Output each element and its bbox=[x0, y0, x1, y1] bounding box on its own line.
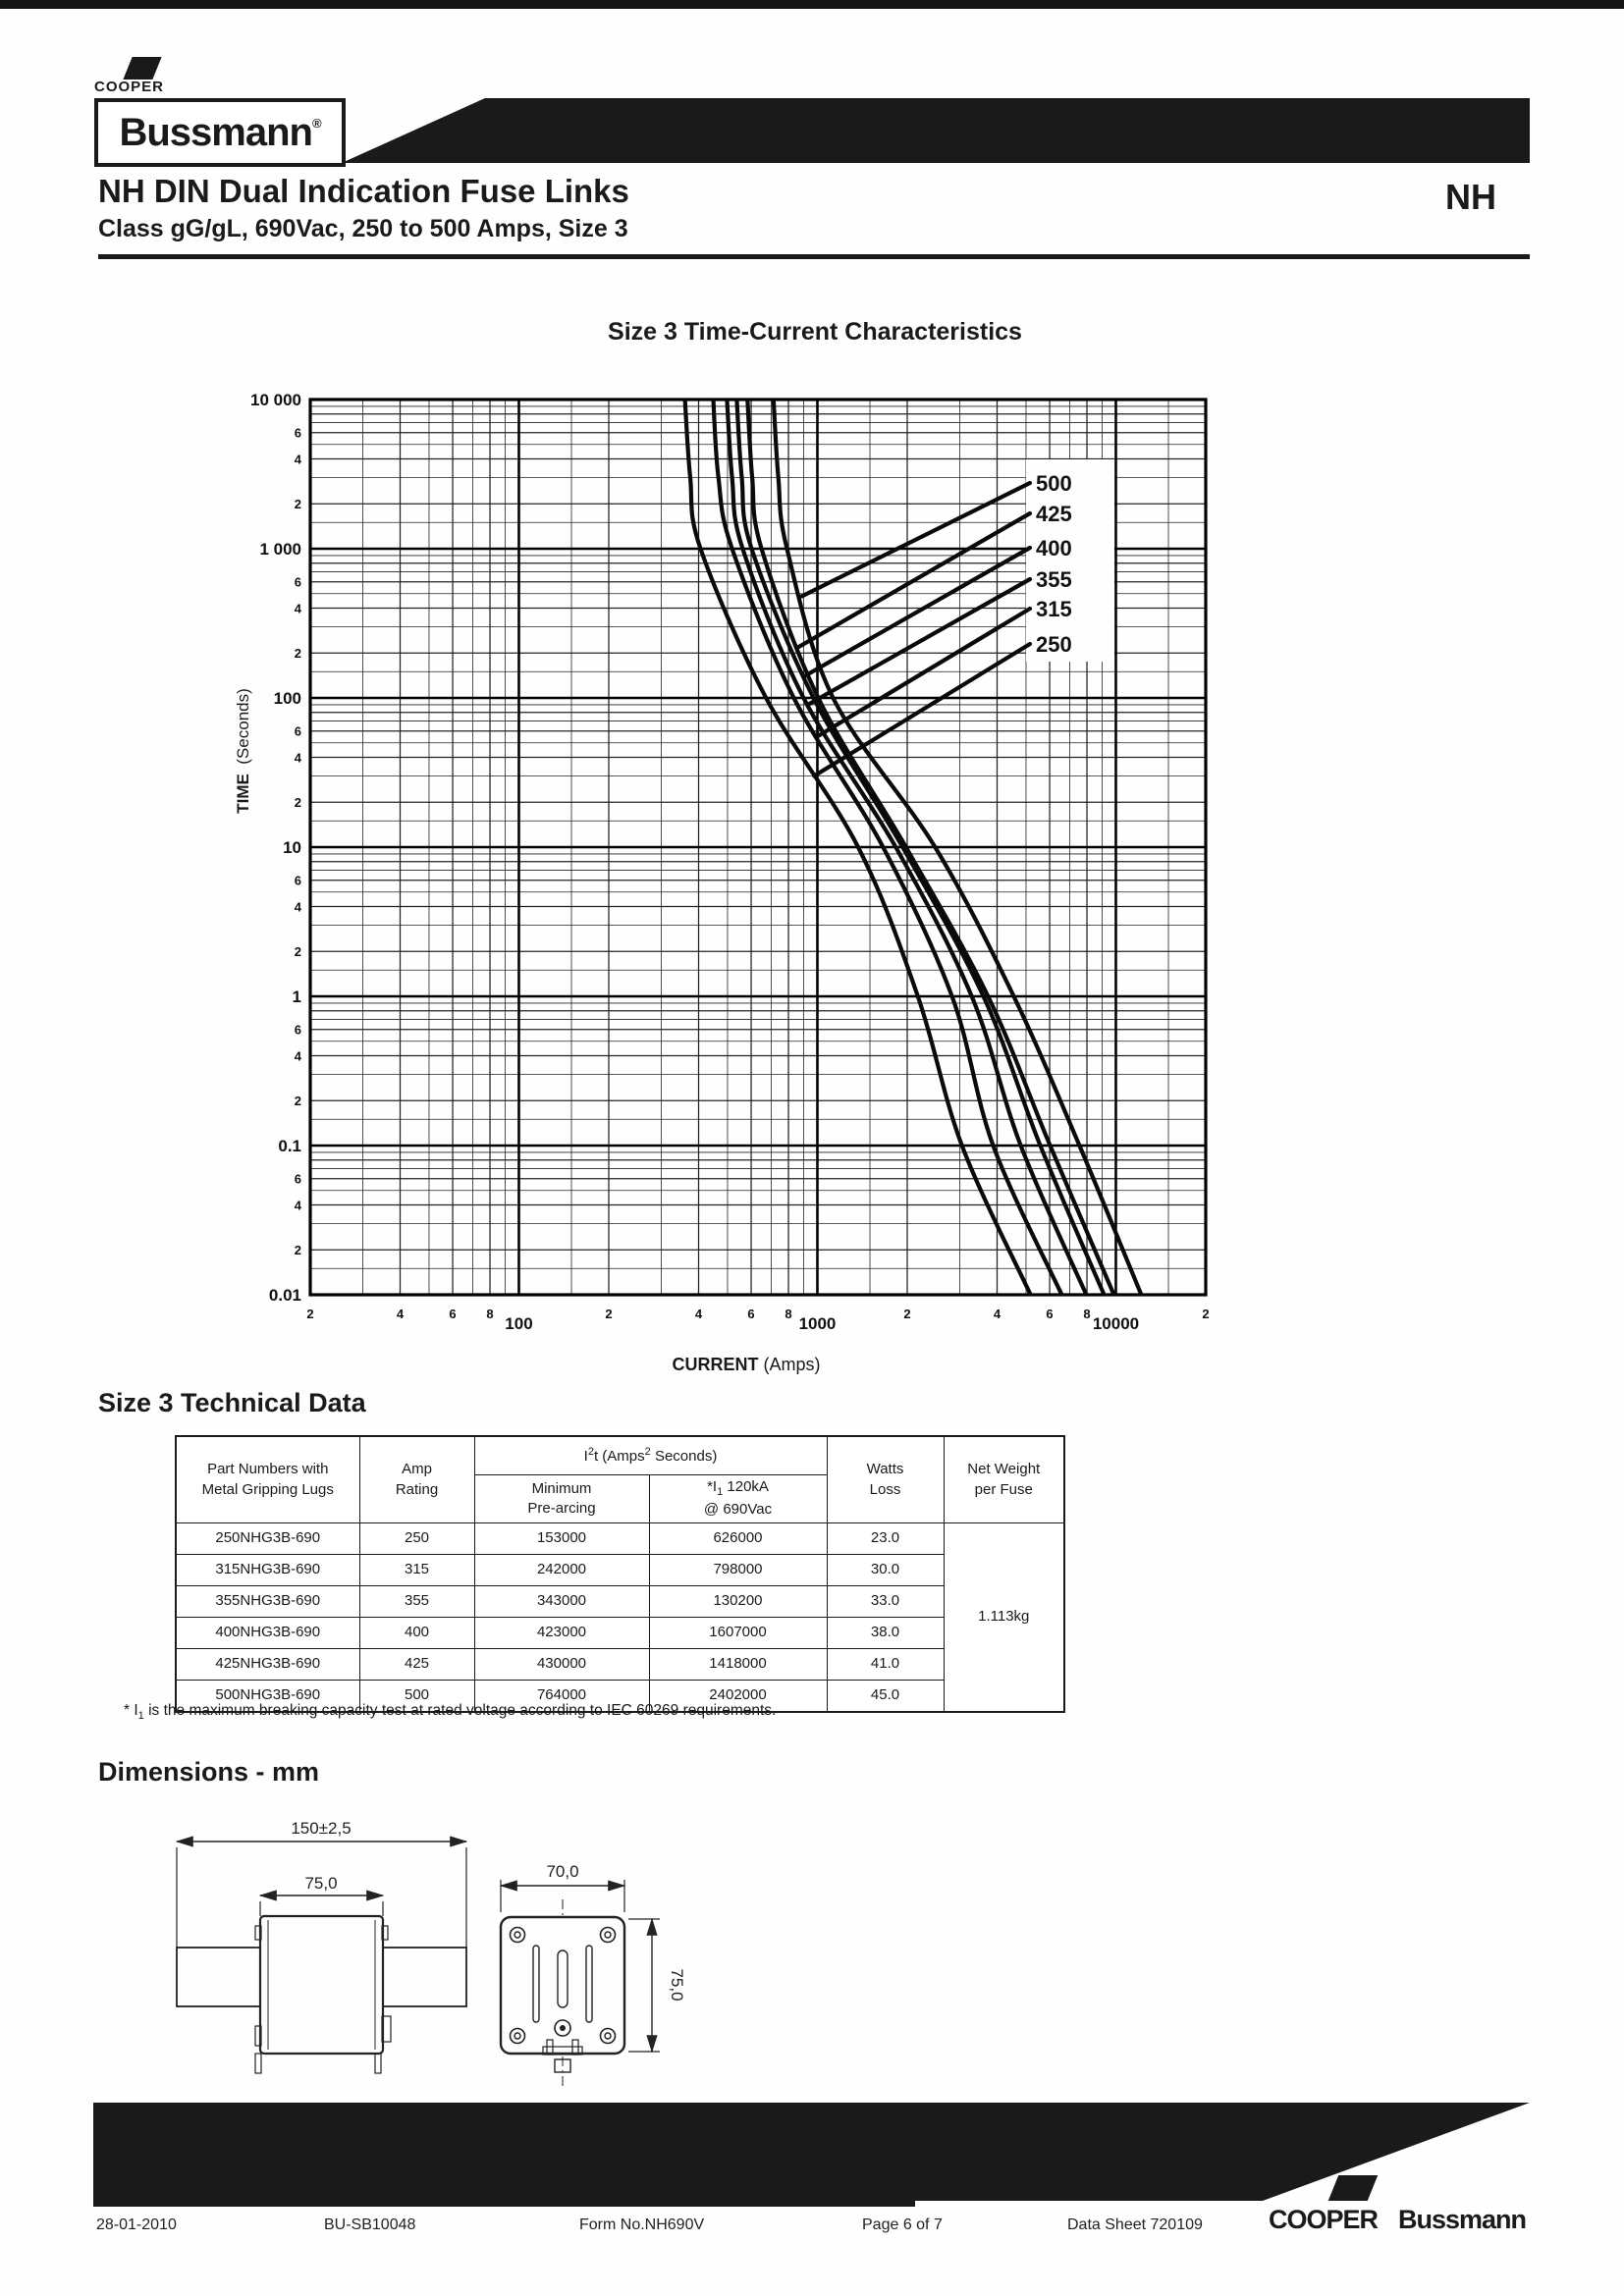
footer-page: Page 6 of 7 bbox=[862, 2216, 943, 2233]
footer-sheet: Data Sheet 720109 bbox=[1067, 2216, 1203, 2233]
svg-text:10000: 10000 bbox=[1092, 1314, 1140, 1333]
page-subtitle: Class gG/gL, 690Vac, 250 to 500 Amps, Size 3 bbox=[98, 215, 628, 242]
fuse-body bbox=[260, 1916, 383, 2054]
table-cell: 423000 bbox=[474, 1618, 649, 1649]
svg-text:6: 6 bbox=[294, 1171, 301, 1187]
table-row bbox=[176, 1618, 1064, 1649]
curve-label-315: 315 bbox=[1036, 597, 1072, 621]
table-cell: 242000 bbox=[474, 1555, 649, 1586]
page-title: NH DIN Dual Indication Fuse Links bbox=[98, 173, 629, 209]
table-cell: 430000 bbox=[474, 1649, 649, 1681]
svg-text:6: 6 bbox=[294, 723, 301, 739]
svg-text:6: 6 bbox=[1046, 1307, 1054, 1321]
svg-text:6: 6 bbox=[747, 1307, 755, 1321]
footer-brand-bussmann: Bussmann bbox=[1398, 2205, 1527, 2234]
header-black-bar bbox=[342, 98, 1530, 163]
table-cell: 30.0 bbox=[827, 1555, 944, 1586]
table-cell: 2402000 bbox=[649, 1681, 827, 1713]
table-cell: 315 bbox=[359, 1555, 474, 1586]
table-cell: 1607000 bbox=[649, 1618, 827, 1649]
footer-brand-cooper: COOPER bbox=[1269, 2205, 1379, 2234]
table-cell: 41.0 bbox=[827, 1649, 944, 1681]
y-axis-title: TIME (Seconds) bbox=[234, 688, 252, 814]
table-cell: 764000 bbox=[474, 1681, 649, 1713]
svg-text:1: 1 bbox=[292, 988, 301, 1006]
svg-text:6: 6 bbox=[294, 873, 301, 888]
dimension-drawings bbox=[79, 1806, 766, 2101]
svg-text:2: 2 bbox=[903, 1307, 911, 1321]
table-row bbox=[176, 1586, 1064, 1618]
col-header-i2t: $I^2t$ (Amps$^2$ Seconds) bbox=[474, 1436, 827, 1475]
table-cell: 798000 bbox=[649, 1555, 827, 1586]
svg-text:6: 6 bbox=[449, 1307, 457, 1321]
tech-data-heading: Size 3 Technical Data bbox=[98, 1388, 366, 1417]
table-cell: 250 bbox=[359, 1523, 474, 1555]
svg-text:6: 6 bbox=[294, 574, 301, 590]
svg-text:2: 2 bbox=[294, 1094, 301, 1109]
col-header-amp: Amp Rating bbox=[359, 1436, 474, 1523]
svg-text:1 000: 1 000 bbox=[259, 540, 301, 559]
table-row bbox=[176, 1555, 1064, 1586]
corner-tag-nh: NH bbox=[1445, 177, 1496, 217]
svg-text:6: 6 bbox=[294, 1022, 301, 1038]
table-cell: 33.0 bbox=[827, 1586, 944, 1618]
svg-text:100: 100 bbox=[505, 1314, 533, 1333]
net-weight-cell: 1.113kg bbox=[944, 1523, 1064, 1713]
cooper-leaf-icon bbox=[123, 57, 161, 80]
dim-height-label: 75,0 bbox=[668, 1968, 686, 2002]
footer-doc: BU-SB10048 bbox=[324, 2216, 416, 2233]
svg-text:4: 4 bbox=[294, 452, 301, 467]
table-cell: 250NHG3B-690 bbox=[176, 1523, 359, 1555]
svg-text:4: 4 bbox=[694, 1307, 703, 1321]
right-foot bbox=[375, 2054, 381, 2073]
table-cell: 400 bbox=[359, 1618, 474, 1649]
x-axis-title: CURRENT (Amps) bbox=[672, 1355, 821, 1374]
table-cell: 626000 bbox=[649, 1523, 827, 1555]
svg-text:2: 2 bbox=[294, 944, 301, 960]
svg-text:2: 2 bbox=[294, 1243, 301, 1258]
svg-text:2: 2 bbox=[294, 646, 301, 662]
svg-text:2: 2 bbox=[306, 1307, 314, 1321]
svg-text:2: 2 bbox=[294, 497, 301, 512]
time-current-chart bbox=[196, 388, 1316, 1369]
left-blade bbox=[177, 1948, 260, 2006]
top-border-bar bbox=[0, 0, 1624, 9]
bussmann-logo-box bbox=[94, 98, 346, 167]
title-rule bbox=[98, 254, 1530, 259]
svg-text:10: 10 bbox=[283, 838, 301, 857]
svg-text:4: 4 bbox=[294, 750, 301, 766]
table-footnote: * $I_1$ is the maximum breaking capacity test at rated voltage according to IEC 60269 requirements. bbox=[124, 1702, 777, 1723]
brand-bussmann: Bussmann® bbox=[119, 110, 321, 154]
table-cell: 355NHG3B-690 bbox=[176, 1586, 359, 1618]
table-row bbox=[176, 1523, 1064, 1555]
footer-date: 28-01-2010 bbox=[96, 2216, 177, 2233]
svg-text:2: 2 bbox=[294, 795, 301, 811]
table-cell: 500NHG3B-690 bbox=[176, 1681, 359, 1713]
svg-text:2: 2 bbox=[1202, 1307, 1210, 1321]
svg-text:8: 8 bbox=[486, 1307, 494, 1321]
curve-label-355: 355 bbox=[1036, 567, 1072, 592]
dim-overall-label: 150±2,5 bbox=[291, 1819, 352, 1838]
col-header-i1: $*I_1$ 120kA @ 690Vac bbox=[649, 1475, 827, 1523]
svg-text:2: 2 bbox=[605, 1307, 613, 1321]
leader-315 bbox=[817, 609, 1030, 736]
brand-cooper: COOPER bbox=[94, 79, 165, 95]
dim-width-label: 70,0 bbox=[546, 1862, 579, 1881]
svg-text:4: 4 bbox=[294, 899, 301, 915]
footer-band bbox=[93, 2103, 1537, 2211]
svg-text:1000: 1000 bbox=[798, 1314, 837, 1333]
svg-text:4: 4 bbox=[993, 1307, 1001, 1321]
svg-text:8: 8 bbox=[785, 1307, 792, 1321]
tech-data-table bbox=[175, 1435, 1065, 1713]
table-cell: 355 bbox=[359, 1586, 474, 1618]
svg-text:4: 4 bbox=[294, 601, 301, 616]
svg-text:4: 4 bbox=[294, 1198, 301, 1213]
fuse-front-view bbox=[501, 1880, 660, 2086]
table-cell: 45.0 bbox=[827, 1681, 944, 1713]
right-blade bbox=[383, 1948, 466, 2006]
table-cell: 130200 bbox=[649, 1586, 827, 1618]
col-header-weight: Net Weight per Fuse bbox=[944, 1436, 1064, 1523]
table-cell: 38.0 bbox=[827, 1618, 944, 1649]
table-cell: 1418000 bbox=[649, 1649, 827, 1681]
table-cell: 425NHG3B-690 bbox=[176, 1649, 359, 1681]
curve-label-400: 400 bbox=[1036, 536, 1072, 561]
col-header-part: Part Numbers with Metal Gripping Lugs bbox=[176, 1436, 359, 1523]
table-cell: 153000 bbox=[474, 1523, 649, 1555]
curve-label-425: 425 bbox=[1036, 502, 1072, 526]
table-cell: 425 bbox=[359, 1649, 474, 1681]
table-cell: 315NHG3B-690 bbox=[176, 1555, 359, 1586]
left-foot bbox=[255, 2054, 261, 2073]
svg-text:6: 6 bbox=[294, 425, 301, 441]
svg-text:8: 8 bbox=[1083, 1307, 1091, 1321]
footer-form: Form No.NH690V bbox=[579, 2216, 705, 2233]
table-cell: 343000 bbox=[474, 1586, 649, 1618]
leader-400 bbox=[804, 548, 1030, 676]
table-cell: 23.0 bbox=[827, 1523, 944, 1555]
curve-label-250: 250 bbox=[1036, 632, 1072, 657]
svg-text:0.1: 0.1 bbox=[278, 1137, 301, 1155]
svg-text:0.01: 0.01 bbox=[268, 1286, 301, 1305]
table-row bbox=[176, 1649, 1064, 1681]
registered-mark: ® bbox=[311, 115, 321, 131]
chart-title: Size 3 Time-Current Characteristics bbox=[608, 318, 1022, 346]
svg-text:4: 4 bbox=[396, 1307, 405, 1321]
svg-text:4: 4 bbox=[294, 1048, 301, 1064]
svg-text:100: 100 bbox=[273, 689, 301, 708]
curve-label-500: 500 bbox=[1036, 471, 1072, 496]
table-cell: 400NHG3B-690 bbox=[176, 1618, 359, 1649]
col-header-watts: Watts Loss bbox=[827, 1436, 944, 1523]
dimensions-heading: Dimensions - mm bbox=[98, 1757, 320, 1787]
table-cell: 500 bbox=[359, 1681, 474, 1713]
col-header-minimum: Minimum Pre-arcing bbox=[474, 1475, 649, 1523]
dim-body-label: 75,0 bbox=[304, 1874, 338, 1893]
svg-text:10 000: 10 000 bbox=[250, 391, 301, 409]
